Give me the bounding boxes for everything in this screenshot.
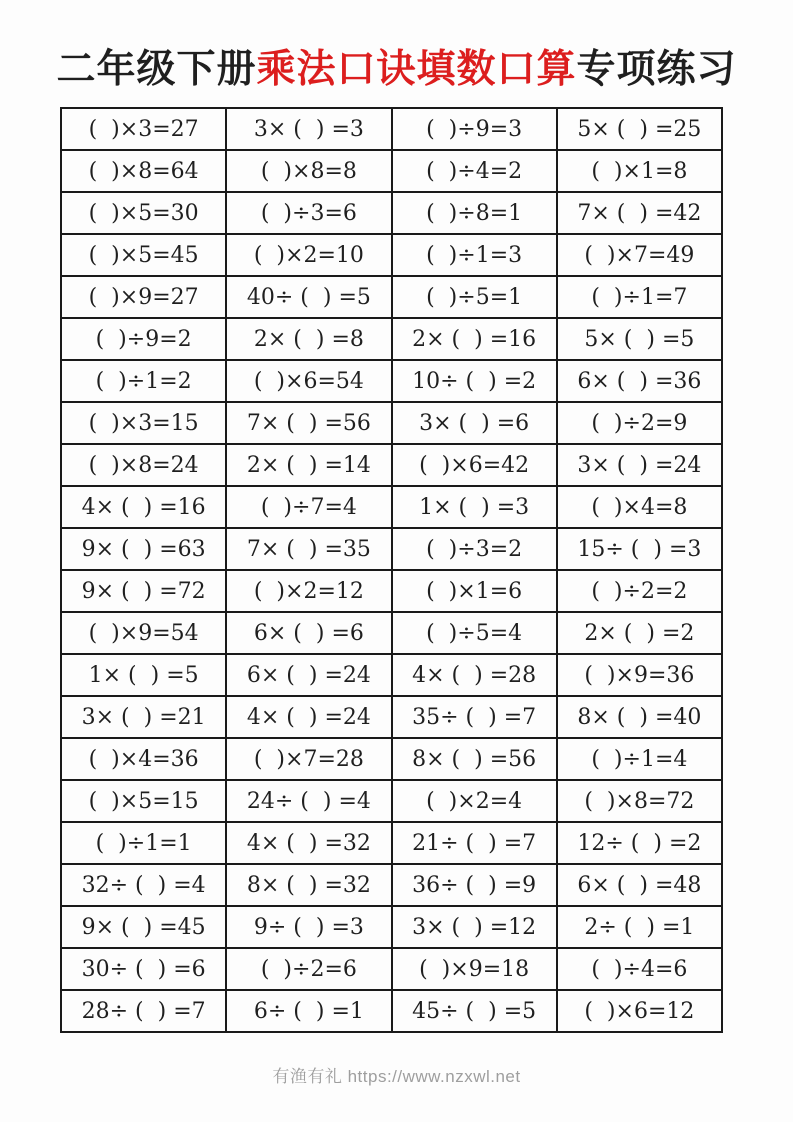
problem-cell: 9÷ ( ) =3	[226, 906, 391, 948]
problem-cell: ( )÷9=2	[61, 318, 226, 360]
problem-cell: ( )×8=24	[61, 444, 226, 486]
problem-cell: 3× ( ) =21	[61, 696, 226, 738]
table-row	[61, 822, 722, 864]
problem-cell: ( )×5=45	[61, 234, 226, 276]
table-row	[61, 108, 722, 150]
problem-cell: ( )÷9=3	[392, 108, 557, 150]
problem-cell: 8× ( ) =56	[392, 738, 557, 780]
problem-cell: ( )×8=8	[226, 150, 391, 192]
problem-cell: 6× ( ) =36	[557, 360, 722, 402]
problem-cell: ( )÷5=1	[392, 276, 557, 318]
table-row	[61, 738, 722, 780]
problem-cell: 6× ( ) =6	[226, 612, 391, 654]
table-row	[61, 570, 722, 612]
problem-cell: 2÷ ( ) =1	[557, 906, 722, 948]
table-row	[61, 948, 722, 990]
problem-cell: ( )×6=42	[392, 444, 557, 486]
problem-cell: 7× ( ) =42	[557, 192, 722, 234]
problem-cell: ( )÷5=4	[392, 612, 557, 654]
problem-cell: ( )÷1=1	[61, 822, 226, 864]
table-row	[61, 192, 722, 234]
table-row	[61, 864, 722, 906]
problem-cell: ( )×5=30	[61, 192, 226, 234]
table-row	[61, 780, 722, 822]
problem-cell: 5× ( ) =25	[557, 108, 722, 150]
table-row	[61, 528, 722, 570]
problem-cell: ( )×1=8	[557, 150, 722, 192]
problem-cell: 30÷ ( ) =6	[61, 948, 226, 990]
problem-cell: 32÷ ( ) =4	[61, 864, 226, 906]
problem-cell: ( )×2=12	[226, 570, 391, 612]
problem-cell: ( )×8=64	[61, 150, 226, 192]
table-row	[61, 150, 722, 192]
problem-cell: ( )×6=54	[226, 360, 391, 402]
problem-cell: ( )÷1=3	[392, 234, 557, 276]
problem-cell: ( )÷1=7	[557, 276, 722, 318]
problem-cell: ( )×4=8	[557, 486, 722, 528]
problem-cell: ( )÷7=4	[226, 486, 391, 528]
problem-cell: 5× ( ) =5	[557, 318, 722, 360]
problem-cell: 24÷ ( ) =4	[226, 780, 391, 822]
table-row	[61, 318, 722, 360]
problem-cell: 2× ( ) =8	[226, 318, 391, 360]
problem-cell: ( )×7=49	[557, 234, 722, 276]
problem-cell: ( )×9=54	[61, 612, 226, 654]
problem-cell: 4× ( ) =28	[392, 654, 557, 696]
problem-cell: ( )×2=10	[226, 234, 391, 276]
problem-cell: ( )÷4=6	[557, 948, 722, 990]
problem-cell: ( )÷1=2	[61, 360, 226, 402]
table-row	[61, 444, 722, 486]
table-row	[61, 612, 722, 654]
problem-cell: 7× ( ) =56	[226, 402, 391, 444]
problem-cell: 6× ( ) =48	[557, 864, 722, 906]
problem-cell: ( )×3=27	[61, 108, 226, 150]
problem-cell: 8× ( ) =32	[226, 864, 391, 906]
problem-cell: ( )×3=15	[61, 402, 226, 444]
title-prefix: 二年级下册	[56, 48, 257, 91]
problem-cell: 2× ( ) =14	[226, 444, 391, 486]
page-title	[0, 38, 793, 94]
problem-cell: 9× ( ) =45	[61, 906, 226, 948]
problem-cell: 3× ( ) =6	[392, 402, 557, 444]
problem-cell: 1× ( ) =3	[392, 486, 557, 528]
table-row	[61, 696, 722, 738]
table-row	[61, 486, 722, 528]
problem-cell: ( )÷2=6	[226, 948, 391, 990]
problem-cell: 2× ( ) =2	[557, 612, 722, 654]
problem-cell: ( )÷3=2	[392, 528, 557, 570]
table-row	[61, 402, 722, 444]
problem-cell: 12÷ ( ) =2	[557, 822, 722, 864]
problem-cell: 36÷ ( ) =9	[392, 864, 557, 906]
table-row	[61, 990, 722, 1032]
problem-cell: ( )×8=72	[557, 780, 722, 822]
problem-cell: ( )×9=36	[557, 654, 722, 696]
table-row	[61, 234, 722, 276]
problem-cell: ( )×9=27	[61, 276, 226, 318]
problem-cell: 6÷ ( ) =1	[226, 990, 391, 1032]
problem-cell: 8× ( ) =40	[557, 696, 722, 738]
problem-cell: 2× ( ) =16	[392, 318, 557, 360]
problem-cell: 40÷ ( ) =5	[226, 276, 391, 318]
title-highlight: 乘法口诀填数口算	[256, 48, 577, 91]
title-suffix: 专项练习	[576, 48, 737, 91]
problem-cell: 6× ( ) =24	[226, 654, 391, 696]
problem-cell: ( )×4=36	[61, 738, 226, 780]
problem-cell: ( )÷4=2	[392, 150, 557, 192]
table-row	[61, 906, 722, 948]
problem-cell: 1× ( ) =5	[61, 654, 226, 696]
problem-cell: ( )×7=28	[226, 738, 391, 780]
problem-cell: ( )×2=4	[392, 780, 557, 822]
problem-cell: 4× ( ) =16	[61, 486, 226, 528]
problem-cell: ( )÷2=2	[557, 570, 722, 612]
problem-cell: ( )÷3=6	[226, 192, 391, 234]
footer-credit: 有渔有礼 https://www.nzxwl.net	[272, 1067, 521, 1086]
problems-table-body	[61, 108, 722, 1032]
table-row	[61, 360, 722, 402]
problem-cell: 10÷ ( ) =2	[392, 360, 557, 402]
problem-cell: ( )÷8=1	[392, 192, 557, 234]
problem-cell: ( )×5=15	[61, 780, 226, 822]
problem-cell: 3× ( ) =24	[557, 444, 722, 486]
problem-cell: ( )×9=18	[392, 948, 557, 990]
problem-cell: 3× ( ) =3	[226, 108, 391, 150]
problem-cell: ( )÷1=4	[557, 738, 722, 780]
problem-cell: 4× ( ) =24	[226, 696, 391, 738]
problem-cell: 15÷ ( ) =3	[557, 528, 722, 570]
problem-cell: 28÷ ( ) =7	[61, 990, 226, 1032]
table-row	[61, 654, 722, 696]
problem-cell: 9× ( ) =63	[61, 528, 226, 570]
problem-cell: 21÷ ( ) =7	[392, 822, 557, 864]
problem-cell: 9× ( ) =72	[61, 570, 226, 612]
problem-cell: 4× ( ) =32	[226, 822, 391, 864]
problem-cell: ( )×6=12	[557, 990, 722, 1032]
problem-cell: 7× ( ) =35	[226, 528, 391, 570]
problem-cell: 3× ( ) =12	[392, 906, 557, 948]
problem-cell: ( )×1=6	[392, 570, 557, 612]
problem-cell: 45÷ ( ) =5	[392, 990, 557, 1032]
problem-cell: ( )÷2=9	[557, 402, 722, 444]
table-row	[61, 276, 722, 318]
problem-cell: 35÷ ( ) =7	[392, 696, 557, 738]
problems-table	[60, 107, 723, 1033]
